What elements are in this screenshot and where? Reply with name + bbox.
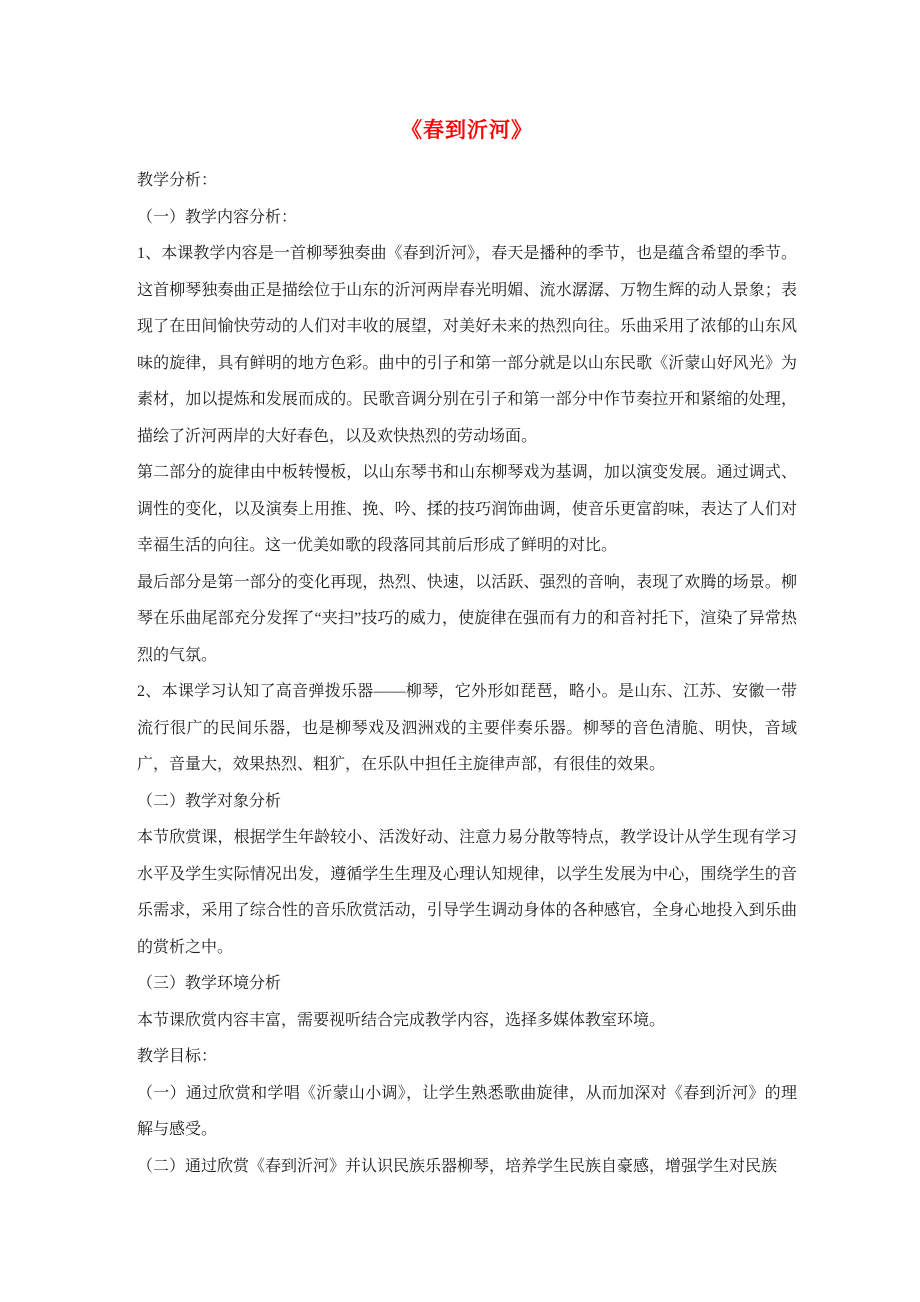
paragraph-content-1: 1、本课教学内容是一首柳琴独奏曲《春到沂河》，春天是播种的季节，也是蕴含希望的季节。这首柳琴独奏曲正是描绘位于山东的沂河两岸春光明媚、流水潺潺、万物生辉的动人景象；表现了在田间愉快劳动的人们对丰收的展望，对美好未来的热烈向往。乐曲采用了浓郁的山东风味的旋律，具有鲜明的地方色彩。曲中的引子和第一部分就是以山东民歌《沂蒙山好风光》为素材，加以提炼和发展而成的。民歌音调分别在引子和第一部分中作节奏拉开和紧缩的处理，描绘了沂河两岸的大好春色，以及欢快热烈的劳动场面。: [137, 245, 797, 445]
paragraph-heading-analysis: 教学分析：: [137, 172, 218, 189]
paragraph-content-2: 2、本课学习认知了高音弹拨乐器——柳琴，它外形如琵琶，略小。是山东、江苏、安徽一带流行很广的民间乐器，也是柳琴戏及泗洲戏的主要伴奏乐器。柳琴的音色清脆、明快，音域广，音量大，效果热烈、粗犷，在乐队中担任主旋律声部，有很佳的效果。: [137, 683, 797, 773]
paragraph-heading-goals: 教学目标：: [137, 1048, 218, 1065]
paragraph-heading-environment: （三）教学环境分析: [137, 975, 282, 992]
paragraph-goal-1: （一）通过欣赏和学唱《沂蒙山小调》，让学生熟悉歌曲旋律，从而加深对《春到沂河》的理解与感受。: [137, 1084, 797, 1138]
document-title: 《春到沂河》: [401, 118, 533, 142]
document-body: [137, 163, 797, 1185]
paragraph-goal-2: （二）通过欣赏《春到沂河》并认识民族乐器柳琴，培养学生民族自豪感，增强学生对民族: [137, 1157, 778, 1175]
paragraph-content-final-part: 最后部分是第一部分的变化再现，热烈、快速，以活跃、强烈的音响，表现了欢腾的场景。柳琴在乐曲尾部充分发挥了“夹扫”技巧的威力，使旋律在强而有力的和音衬托下，渲染了异常热烈的气氛。: [137, 573, 797, 664]
paragraph-environment-analysis: 本节课欣赏内容丰富，需要视听结合完成教学内容，选择多媒体教室环境。: [137, 1011, 666, 1029]
paragraph-heading-students: （二）教学对象分析: [137, 792, 282, 810]
paragraph-heading-content: （一）教学内容分析：: [137, 208, 298, 226]
paragraph-students-analysis: 本节欣赏课，根据学生年龄较小、活泼好动、注意力易分散等特点，教学设计从学生现有学习水平及学生实际情况出发，遵循学生生理及心理认知规律，以学生发展为中心，围绕学生的音乐需求，采用了综合性的音乐欣赏活动，引导学生调动身体的各种感官，全身心地投入到乐曲的赏析之中。: [137, 829, 797, 956]
paragraph-content-second-part: 第二部分的旋律由中板转慢板，以山东琴书和山东柳琴戏为基调，加以演变发展。通过调式、调性的变化，以及演奏上用推、挽、吟、揉的技巧润饰曲调，使音乐更富韵味，表达了人们对幸福生活的向往。这一优美如歌的段落同其前后形成了鲜明的对比。: [137, 464, 797, 554]
